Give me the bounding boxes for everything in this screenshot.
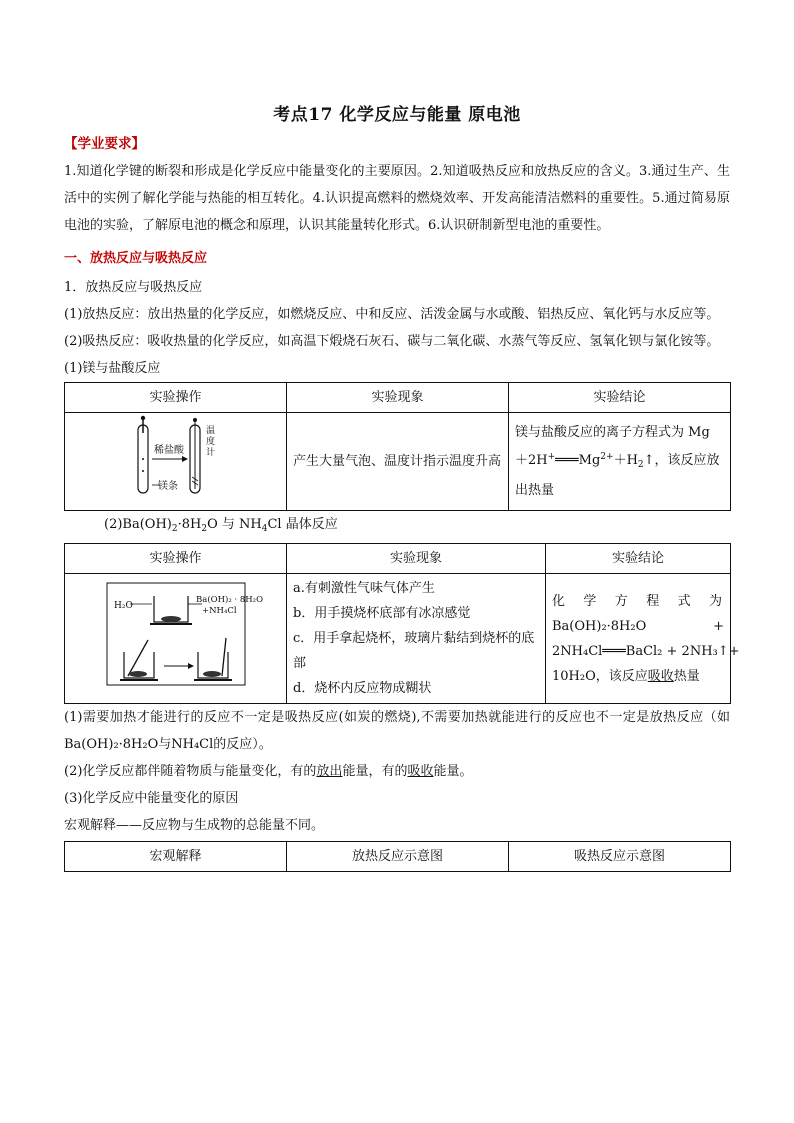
endothermic-definition: (2)吸热反应：吸收热量的化学反应，如高温下煅烧石灰石、碳与二氧化碳、水蒸气等反应、氢氧化钡与氯化铵等。 — [64, 334, 720, 349]
note-3: (3)化学反应中能量变化的原因 — [64, 791, 239, 806]
column-header-macro: 宏观解释 — [65, 842, 287, 872]
experiment-1-figure-cell — [65, 413, 287, 511]
table-row — [65, 574, 731, 704]
experiment-1-phenomenon: 产生大量气泡、温度计指示温度升高 — [287, 413, 509, 511]
experiment-2-table — [64, 543, 740, 704]
column-header-exothermic-diagram: 放热反应示意图 — [287, 842, 509, 872]
requirements-text: 1.知道化学键的断裂和形成是化学反应中能量变化的主要原因。2.知道吸热反应和放热反应的含义。3.通过生产、生活中的实例了解化学能与热能的相互转化。4.认识提高燃料的燃烧效率、开发高能清洁燃料的重要性。5.通过简易原电池的实验，了解原电池的概念和原理，认识其能量转化形式。6.认识研制新型电池的重要性。 — [64, 164, 730, 233]
column-header-phenomenon: 实验现象 — [287, 383, 509, 413]
page-title: 考点17 化学反应与能量 原电池 — [273, 105, 521, 125]
column-header-conclusion: 实验结论 — [509, 383, 731, 413]
baoh2-nh4cl-apparatus-figure — [106, 582, 263, 686]
document-page — [64, 100, 740, 872]
note-2: (2)化学反应都伴随着物质与能量变化，有的放出能量，有的吸收能量。 — [64, 764, 473, 779]
column-header-endothermic-diagram: 吸热反应示意图 — [509, 842, 731, 872]
thermometer-label-char-2: 度 — [205, 437, 215, 447]
experiment-2-label: $(2)Ba(OH)_2\cdot 8H_2O$ 与 $NH_4Cl$ 晶体反应 — [104, 517, 338, 534]
column-header-phenomenon: 实验现象 — [287, 544, 546, 574]
list-item: b．用手摸烧杯底部有冰凉感觉 — [293, 606, 471, 621]
experiment-1-label: (1)镁与盐酸反应 — [64, 361, 161, 376]
column-header-operation: 实验操作 — [65, 544, 287, 574]
note-1: (1)需要加热才能进行的反应不一定是吸热反应(如炭的燃烧),不需要加热就能进行的反应也不一定是放热反应（如Ba(OH)₂·8H₂O与NH₄Cl的反应）。 — [64, 710, 730, 752]
thermometer-label-char-3: 计 — [205, 448, 215, 458]
exothermic-definition: (1)放热反应：放出热量的化学反应，如燃烧反应、中和反应、活泼金属与水或酸、铝热反应、氧化钙与水反应等。 — [64, 307, 720, 322]
reagent-label-2: +NH₄Cl — [201, 606, 237, 616]
table-header-row — [65, 842, 731, 872]
list-item: c．用手拿起烧杯，玻璃片黏结到烧杯的底部 — [293, 631, 535, 671]
column-header-conclusion: 实验结论 — [546, 544, 731, 574]
table-header-row — [65, 544, 731, 574]
water-label: H₂O — [113, 601, 133, 611]
column-header-operation: 实验操作 — [65, 383, 287, 413]
list-item: a.有刺激性气味气体产生 — [293, 581, 435, 596]
experiment-2-phenomena — [287, 574, 546, 704]
experiment-1-conclusion: 镁与盐酸反应的离子方程式为 Mg $+2H^+═══Mg^{2+}+H_2↑$，该反应放 出热量 — [509, 413, 731, 511]
experiment-1-table — [64, 382, 731, 511]
experiment-2-conclusion: 化学方程式为 Ba(OH)₂·8H₂O + 2NH₄Cl═══BaCl₂ + 2NH₃↑+ 10H₂O，该反应吸收热量 — [546, 574, 731, 704]
magnesium-label: 镁条 — [157, 481, 178, 492]
experiment-2-figure-cell — [65, 574, 287, 704]
list-item: d．烧杯内反应物成糊状 — [293, 681, 432, 696]
reagent-label-1: Ba(OH)₂ · 8H₂O — [195, 595, 263, 605]
table-header-row — [65, 383, 731, 413]
energy-diagram-table — [64, 841, 731, 872]
note-4: 宏观解释——反应物与生成物的总能量不同。 — [64, 818, 325, 833]
table-row — [65, 413, 731, 511]
thermometer-label-char-1: 温 — [205, 426, 215, 436]
acid-label: 稀盐酸 — [153, 445, 184, 456]
section-heading-1: 一、放热反应与吸热反应 — [64, 251, 208, 266]
requirements-heading: 【学业要求】 — [64, 136, 145, 152]
subsection-heading-1: 1．放热反应与吸热反应 — [64, 280, 203, 295]
mg-hcl-apparatus-figure — [126, 415, 226, 499]
